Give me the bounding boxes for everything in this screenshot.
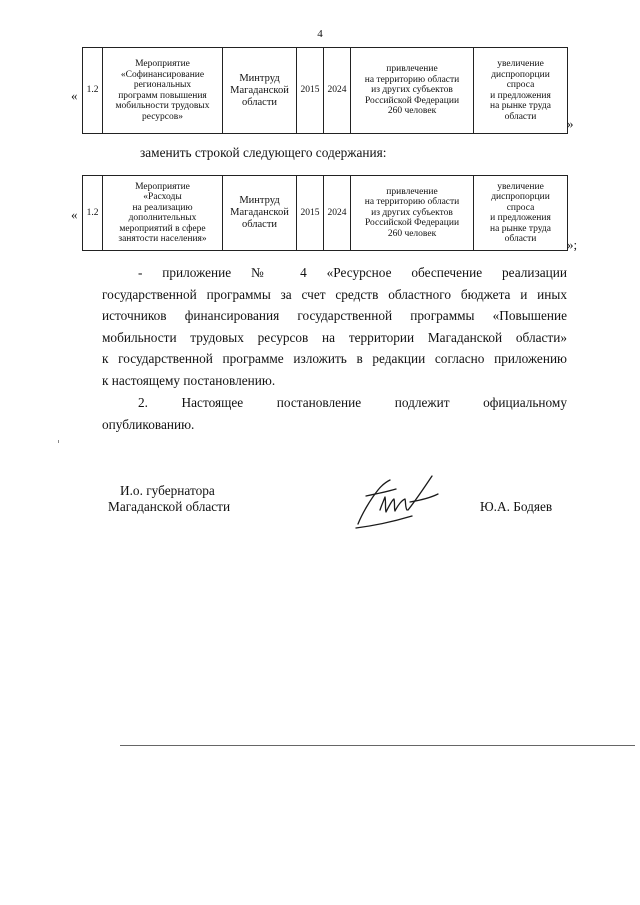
table-new-close-quote: »;: [567, 237, 578, 252]
table-cell-executor: Минтруд Магаданской области: [223, 48, 297, 134]
table-cell-start-year: 2015: [297, 176, 324, 251]
table-new: [82, 175, 568, 251]
signature-stroke: [410, 494, 438, 502]
paragraph-line: опубликованию.: [102, 416, 195, 432]
footer-divider: [120, 745, 635, 746]
table-cell-executor: Минтруд Магаданской области: [223, 176, 297, 251]
table-cell-consequence: увеличение диспропорции спроса и предложения на рынке труда области: [474, 48, 568, 134]
table-new-open-quote: «: [71, 207, 78, 222]
handwritten-signature: [352, 470, 447, 532]
table-cell-number: 1.2: [83, 48, 103, 134]
page-number: 4: [317, 28, 323, 40]
paragraph-line: к настоящему постановлению.: [102, 372, 276, 388]
table-cell-number: 1.2: [83, 176, 103, 251]
signature-stroke: [408, 476, 432, 510]
paragraph-line: мобильности трудовых ресурсов на территории Магаданской области»: [102, 329, 567, 345]
table-cell-consequence: увеличение диспропорции спроса и предложения на рынке труда области: [474, 176, 568, 251]
table-cell-result: привлечение на территорию области из других субъектов Российской Федерации 260 человек: [351, 48, 474, 134]
table-row: [83, 48, 568, 134]
signature-stroke: [356, 516, 412, 528]
body-paragraph-appendix: [102, 262, 567, 391]
table-row: [83, 176, 568, 251]
table-cell-start-year: 2015: [297, 48, 324, 134]
paragraph-line: источников финансирования государственной программы «Повышение: [102, 308, 567, 323]
replace-instruction: заменить строкой следующего содержания:: [140, 145, 387, 160]
paragraph-line: 2. Настоящее постановление подлежит официальному: [138, 395, 567, 410]
table-old-open-quote: «: [71, 88, 78, 103]
paragraph-line: к государственной программе изложить в редакции согласно приложению: [102, 351, 567, 366]
signature-stroke: [366, 489, 396, 496]
signatory-position-line2: Магаданской области: [108, 499, 231, 514]
margin-mark: [58, 440, 59, 443]
table-cell-result: привлечение на территорию области из других субъектов Российской Федерации 260 человек: [351, 176, 474, 251]
signature-stroke: [380, 497, 407, 512]
body-paragraph-publication: [102, 392, 567, 435]
table-cell-activity: Мероприятие «Расходы на реализацию дополнительных мероприятий в сфере занятости населения»: [103, 176, 223, 251]
paragraph-line: государственной программы за счет средств областного бюджета и иных: [102, 286, 567, 302]
paragraph-line: - приложение № 4 «Ресурсное обеспечение реализации: [138, 265, 567, 280]
table-cell-end-year: 2024: [324, 176, 351, 251]
table-old-close-quote: »: [567, 116, 574, 131]
table-cell-activity: Мероприятие «Софинансирование региональных программ повышения мобильности трудовых ресурсов»: [103, 48, 223, 134]
table-cell-end-year: 2024: [324, 48, 351, 134]
signatory-position-line1: И.о. губернатора: [120, 483, 215, 498]
signatory-name: Ю.А. Бодяев: [480, 499, 553, 514]
table-old: [82, 47, 568, 134]
